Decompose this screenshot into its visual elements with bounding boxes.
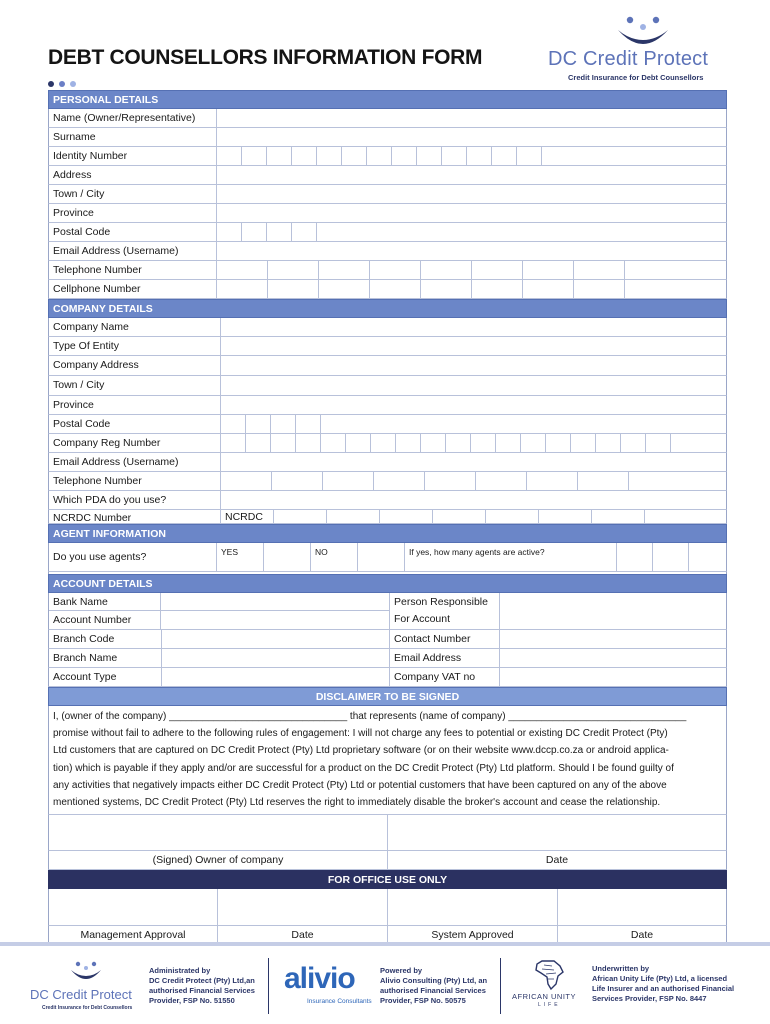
- name-input[interactable]: [217, 109, 726, 127]
- cellphone-box[interactable]: [319, 280, 370, 298]
- agent-question: Do you use agents?: [49, 543, 217, 571]
- ncrdc-box[interactable]: [645, 510, 726, 523]
- field-label: Email Address (Username): [49, 453, 221, 471]
- office-use-header: FOR OFFICE USE ONLY: [48, 870, 727, 889]
- ncrdc-prefix: NCRDC: [221, 510, 274, 523]
- reg-digit-box[interactable]: [321, 434, 346, 452]
- personal-telephone-row: [48, 261, 727, 280]
- reg-digit-box[interactable]: [296, 434, 321, 452]
- postal-digit-box[interactable]: [292, 223, 317, 241]
- id-digit-box[interactable]: [242, 147, 267, 165]
- field-label: Company VAT no: [390, 668, 500, 686]
- personal-email-row: [48, 242, 727, 261]
- agent-yes-label: YES: [217, 543, 264, 571]
- telephone-box[interactable]: [574, 261, 625, 279]
- field-label: Account Type: [49, 668, 162, 686]
- cellphone-box[interactable]: [421, 280, 472, 298]
- id-digit-box[interactable]: [417, 147, 442, 165]
- field-label: Email Address (Username): [49, 242, 217, 260]
- disclaimer-line: I, (owner of the company) ________________________________ that represents (name of company) ________________________________: [53, 711, 687, 722]
- disclaimer-line: Ltd customers that are captured on DC Credit Protect (Pty) Ltd proprietary software (or on their website www.dccp.co.za or android applica-: [53, 745, 669, 757]
- company-postal-digit-box[interactable]: [246, 415, 271, 433]
- field-label: Cellphone Number: [49, 280, 217, 298]
- management-approval-box[interactable]: [49, 889, 218, 925]
- company-name-row: [48, 318, 727, 337]
- field-label: NCRDC Number: [49, 510, 221, 523]
- account-row-3: [48, 649, 727, 668]
- id-digit-box[interactable]: [217, 147, 242, 165]
- company-email-input[interactable]: [221, 453, 726, 471]
- reg-digit-box[interactable]: [421, 434, 446, 452]
- crown-icon: [66, 960, 106, 982]
- id-digit-box[interactable]: [342, 147, 367, 165]
- personal-town-row: [48, 185, 727, 204]
- company-postal-digit-box[interactable]: [296, 415, 321, 433]
- company-province-input[interactable]: [221, 396, 726, 414]
- owner-signature-box[interactable]: [49, 815, 388, 850]
- field-label: Telephone Number: [49, 261, 217, 279]
- company-pda-row: [48, 491, 727, 510]
- cellphone-box[interactable]: [268, 280, 319, 298]
- company-postal-blank: [321, 415, 726, 433]
- email-input[interactable]: [217, 242, 726, 260]
- person-responsible-label: [390, 593, 500, 629]
- ncrdc-box[interactable]: [539, 510, 592, 523]
- footer-dccp-logo: [30, 960, 145, 1020]
- dc-credit-protect-logo: [548, 14, 738, 84]
- reg-digit-box[interactable]: [671, 434, 726, 452]
- id-digit-box[interactable]: [517, 147, 542, 165]
- telephone-box[interactable]: [523, 261, 574, 279]
- company-postal-row: [48, 415, 727, 434]
- agent-yes-box[interactable]: [264, 543, 311, 571]
- id-digit-box[interactable]: [292, 147, 317, 165]
- telephone-box[interactable]: [319, 261, 370, 279]
- alivio-logo: alivio: [284, 962, 355, 995]
- company-telephone-box[interactable]: [527, 472, 578, 490]
- agent-count-box[interactable]: [617, 543, 653, 571]
- company-details-header: COMPANY DETAILS: [48, 299, 727, 318]
- ncrdc-box[interactable]: [327, 510, 380, 523]
- company-telephone-box[interactable]: [425, 472, 476, 490]
- id-digit-box[interactable]: [317, 147, 342, 165]
- management-date-box[interactable]: [218, 889, 388, 925]
- company-telephone-box[interactable]: [578, 472, 629, 490]
- personal-postal-row: [48, 223, 727, 242]
- town-input[interactable]: [217, 185, 726, 203]
- telephone-box[interactable]: [268, 261, 319, 279]
- crown-icon: [608, 14, 678, 48]
- id-digit-box[interactable]: [492, 147, 517, 165]
- administered-text: Administrated by DC Credit Protect (Pty) Ltd,an authorised Financial Services Provider, FSP No. 51550: [149, 966, 255, 1005]
- province-input[interactable]: [217, 204, 726, 222]
- company-reg-row: [48, 434, 727, 453]
- company-telephone-row: [48, 472, 727, 491]
- telephone-box[interactable]: [370, 261, 421, 279]
- company-telephone-box[interactable]: [476, 472, 527, 490]
- field-label: Company Address: [49, 356, 221, 375]
- company-telephone-box[interactable]: [221, 472, 272, 490]
- powered-by-text: Powered by Alivio Consulting (Pty) Ltd, an authorised Financial Services Provider, FSP No. 50575: [380, 966, 488, 1005]
- africa-map-icon: [532, 958, 566, 992]
- footer-logo-name: DC Credit Protect: [30, 987, 132, 1002]
- logo-name: DC Credit Protect: [548, 48, 709, 70]
- reg-digit-box[interactable]: [246, 434, 271, 452]
- telephone-box[interactable]: [421, 261, 472, 279]
- african-unity-sub: LIFE: [538, 1002, 561, 1008]
- reg-digit-box[interactable]: [521, 434, 546, 452]
- branch-code-input[interactable]: [162, 630, 390, 648]
- reg-digit-box[interactable]: [346, 434, 371, 452]
- logo-tagline: Credit Insurance for Debt Counsellors: [568, 73, 704, 82]
- agent-count-label: If yes, how many agents are active?: [405, 543, 617, 571]
- id-digit-box[interactable]: [542, 147, 726, 165]
- id-digit-box[interactable]: [367, 147, 392, 165]
- agent-count-box[interactable]: [689, 543, 726, 571]
- field-label: Company Name: [49, 318, 221, 336]
- field-label: Postal Code: [49, 415, 221, 433]
- field-label: Town / City: [49, 185, 217, 203]
- footer-divider: [0, 942, 770, 946]
- personal-surname-row: [48, 128, 727, 147]
- id-digit-box[interactable]: [392, 147, 417, 165]
- company-telephone-box[interactable]: [272, 472, 323, 490]
- company-province-row: [48, 396, 727, 415]
- cellphone-box[interactable]: [217, 280, 268, 298]
- field-label: Contact Number: [390, 630, 500, 648]
- signature-boxes: [48, 814, 727, 851]
- field-label: Which PDA do you use?: [49, 491, 221, 509]
- account-row-4: [48, 668, 727, 687]
- ncrdc-box[interactable]: [380, 510, 433, 523]
- company-telephone-box[interactable]: [323, 472, 374, 490]
- agent-no-box[interactable]: [358, 543, 405, 571]
- personal-details-header: PERSONAL DETAILS: [48, 90, 727, 109]
- postal-blank: [317, 223, 726, 241]
- reg-digit-box[interactable]: [546, 434, 571, 452]
- cellphone-box[interactable]: [370, 280, 421, 298]
- alivio-subtitle: Insurance Consultants: [307, 998, 372, 1005]
- ncrdc-box[interactable]: [274, 510, 327, 523]
- company-address-input[interactable]: [221, 356, 726, 375]
- reg-digit-box[interactable]: [371, 434, 396, 452]
- reg-digit-box[interactable]: [621, 434, 646, 452]
- telephone-box[interactable]: [625, 261, 726, 279]
- field-label: Postal Code: [49, 223, 217, 241]
- account-type-input[interactable]: [162, 668, 390, 686]
- person-responsible-line2: For Account: [394, 613, 451, 625]
- postal-digit-box[interactable]: [242, 223, 267, 241]
- reg-digit-box[interactable]: [571, 434, 596, 452]
- information-form: [48, 90, 727, 945]
- field-label: Identity Number: [49, 147, 217, 165]
- field-label: Address: [49, 166, 217, 184]
- account-details-header: ACCOUNT DETAILS: [48, 574, 727, 593]
- telephone-box[interactable]: [217, 261, 268, 279]
- postal-digit-box[interactable]: [217, 223, 242, 241]
- branch-name-input[interactable]: [162, 649, 390, 667]
- system-approved-box[interactable]: [388, 889, 558, 925]
- personal-province-row: [48, 204, 727, 223]
- agent-row: [48, 543, 727, 572]
- system-date-label: Date: [630, 929, 654, 942]
- underwritten-text: Underwritten by African Unity Life (Pty) Ltd, a licensed Life Insurer and an authorised Financial Services Provider, FSP No. 8447: [592, 964, 735, 1003]
- company-telephone-box[interactable]: [374, 472, 425, 490]
- system-approved-label: System Approved: [388, 926, 558, 944]
- company-email-row: [48, 453, 727, 472]
- agent-info-header: AGENT INFORMATION: [48, 524, 727, 543]
- vat-number-input[interactable]: [500, 668, 726, 686]
- management-date-label: Date: [218, 926, 388, 944]
- agent-no-label: NO: [311, 543, 358, 571]
- management-approval-label: Management Approval: [49, 926, 218, 944]
- reg-digit-box[interactable]: [396, 434, 421, 452]
- personal-id-row: [48, 147, 727, 166]
- field-label: Branch Code: [49, 630, 162, 648]
- company-telephone-box[interactable]: [629, 472, 726, 490]
- field-label: Account Number: [49, 611, 161, 629]
- company-town-input[interactable]: [221, 376, 726, 395]
- personal-name-row: [48, 109, 727, 128]
- disclaimer-line: any activities that negatively impacts either DC Credit Protect (Pty) Ltd or potential customers that have been captured on any of the above: [53, 779, 667, 791]
- field-label: Name (Owner/Representative): [49, 109, 217, 127]
- postal-digit-box[interactable]: [267, 223, 292, 241]
- company-name-input[interactable]: [221, 318, 726, 336]
- office-boxes: [48, 889, 727, 926]
- disclaimer-line: promise without fail to adhere to the following rules of engagement: I will not charge any fees to potential or existing DC Credit Protect (Pty): [53, 728, 668, 740]
- disclaimer-line: tion) which is payable if they apply and/or are successful for a product on the DC Credit Protect (Pty) Ltd platform. Should I be found guilty of: [53, 762, 674, 774]
- owner-signature-label: (Signed) Owner of company: [49, 851, 388, 869]
- account-row-2: [48, 630, 727, 649]
- reg-digit-box[interactable]: [221, 434, 246, 452]
- reg-digit-box[interactable]: [446, 434, 471, 452]
- company-town-row: [48, 376, 727, 396]
- surname-input[interactable]: [217, 128, 726, 146]
- bank-name-input[interactable]: [161, 593, 389, 610]
- footer-logo-tagline: Credit Insurance for Debt Counsellors: [42, 1005, 133, 1011]
- ncrdc-box[interactable]: [433, 510, 486, 523]
- personal-cellphone-row: [48, 280, 727, 299]
- signature-date-label: Date: [545, 854, 569, 867]
- field-label: Branch Name: [49, 649, 162, 667]
- footer: [0, 950, 770, 1024]
- reg-digit-box[interactable]: [271, 434, 296, 452]
- signature-date-box[interactable]: [388, 815, 726, 850]
- person-responsible-input[interactable]: [500, 593, 726, 629]
- ncrdc-box[interactable]: [486, 510, 539, 523]
- signature-labels: [48, 851, 727, 870]
- telephone-box[interactable]: [472, 261, 523, 279]
- id-digit-box[interactable]: [442, 147, 467, 165]
- contact-number-input[interactable]: [500, 630, 726, 648]
- cellphone-box[interactable]: [625, 280, 726, 298]
- company-entity-row: [48, 337, 727, 356]
- cellphone-box[interactable]: [574, 280, 625, 298]
- disclaimer-header: DISCLAIMER TO BE SIGNED: [48, 687, 727, 706]
- company-postal-digit-box[interactable]: [271, 415, 296, 433]
- company-postal-digit-box[interactable]: [221, 415, 246, 433]
- id-digit-box[interactable]: [267, 147, 292, 165]
- field-label: Town / City: [49, 376, 221, 395]
- pda-input[interactable]: [221, 491, 726, 509]
- field-label: Surname: [49, 128, 217, 146]
- field-label: Company Reg Number: [49, 434, 221, 452]
- person-responsible-line1: Person Responsible: [394, 596, 488, 608]
- account-number-input[interactable]: [161, 611, 389, 629]
- field-label: Province: [49, 204, 217, 222]
- entity-type-input[interactable]: [221, 337, 726, 355]
- account-email-input[interactable]: [500, 649, 726, 667]
- company-ncrdc-row: [48, 510, 727, 524]
- field-label: Email Address: [390, 649, 500, 667]
- system-date-box[interactable]: [558, 889, 726, 925]
- reg-digit-box[interactable]: [471, 434, 496, 452]
- reg-digit-box[interactable]: [646, 434, 671, 452]
- account-row-1: [48, 593, 727, 630]
- agent-count-box[interactable]: [653, 543, 689, 571]
- field-label: Telephone Number: [49, 472, 221, 490]
- field-label: Province: [49, 396, 221, 414]
- id-digit-box[interactable]: [467, 147, 492, 165]
- ncrdc-box[interactable]: [592, 510, 645, 523]
- cellphone-box[interactable]: [472, 280, 523, 298]
- form-title: DEBT COUNSELLORS INFORMATION FORM: [48, 46, 483, 69]
- reg-digit-box[interactable]: [496, 434, 521, 452]
- disclaimer-line: mentioned systems, DC Credit Protect (Pty) Ltd reserves the right to immediately disable the broker's account and cease the relationship.: [53, 797, 661, 809]
- cellphone-box[interactable]: [523, 280, 574, 298]
- field-label: Type Of Entity: [49, 337, 221, 355]
- company-address-row: [48, 356, 727, 376]
- african-unity-logo: AFRICAN UNITY: [512, 992, 577, 1001]
- reg-digit-box[interactable]: [596, 434, 621, 452]
- field-label: Bank Name: [49, 593, 161, 610]
- address-input[interactable]: [217, 166, 726, 184]
- personal-address-row: [48, 166, 727, 185]
- disclaimer-text: [48, 706, 727, 814]
